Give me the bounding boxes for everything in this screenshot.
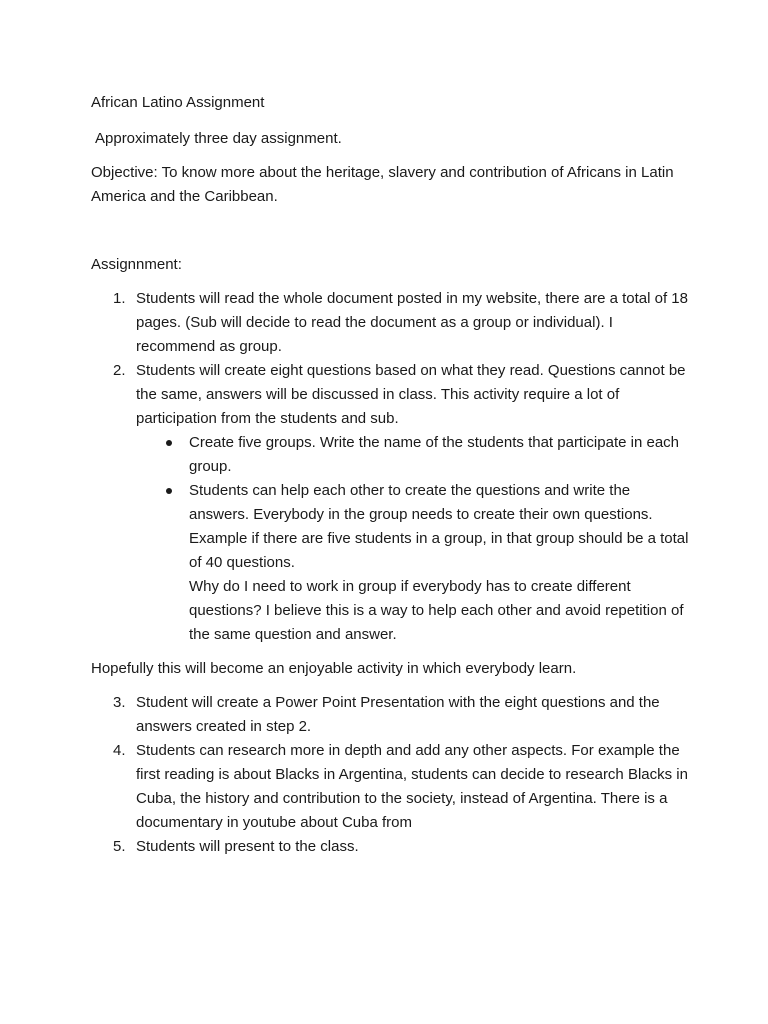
steps-list-part1 (91, 287, 691, 647)
bullet-item-help (136, 479, 691, 647)
middle-note: Hopefully this will become an enjoyable activity in which everybody learn. (91, 660, 577, 677)
document-body (91, 91, 691, 859)
bullet-text: Create five groups. Write the name of the students that participate in each group. (189, 434, 679, 475)
assignment-duration: Approximately three day assignment. (95, 130, 342, 147)
step-number: 2. (113, 362, 126, 379)
step-number: 3. (113, 694, 126, 711)
bullet-reason-text: Why do I need to work in group if everybody has to create different questions? I believe this is a way to help each other and avoid repetition of the same question and answer. (189, 578, 684, 643)
step-text: Students can research more in depth and add any other aspects. For example the first reading is about Blacks in Argentina, students can decide to research Blacks in Cuba, the history and contribution to the society, instead of Argentina. There is a documentary in youtube about Cuba from (136, 742, 688, 831)
bullet-dot-icon (166, 488, 172, 494)
step-number: 1. (113, 290, 126, 307)
list-item-step-5 (91, 835, 691, 859)
bullet-example-text: Example if there are five students in a group, in that group should be a total of 40 questions. (189, 530, 689, 571)
document-title: African Latino Assignment (91, 94, 265, 111)
list-item-step-4 (91, 739, 691, 835)
step-number: 5. (113, 838, 126, 855)
bullet-text: Students can help each other to create the questions and write the answers. Everybody in the group needs to create their own questions. (189, 482, 653, 523)
list-item-step-3 (91, 691, 691, 739)
assignment-heading: Assignnment: (91, 256, 182, 273)
bullet-list (136, 431, 691, 647)
step-number: 4. (113, 742, 126, 759)
step-text: Students will read the whole document posted in my website, there are a total of 18 pages. (Sub will decide to read the document as a group or individual). I recommend as group. (136, 290, 688, 355)
list-item-step-1 (91, 287, 691, 359)
steps-list-part2 (91, 691, 691, 859)
step-text: Students will present to the class. (136, 838, 359, 855)
bullet-item-groups (136, 431, 691, 479)
step-text: Student will create a Power Point Presentation with the eight questions and the answers created in step 2. (136, 694, 660, 735)
bullet-dot-icon (166, 440, 172, 446)
step-text: Students will create eight questions based on what they read. Questions cannot be the same, answers will be discussed in class. This activity require a lot of participation from the students and sub. (136, 362, 686, 427)
list-item-step-2 (91, 359, 691, 647)
assignment-objective: Objective: To know more about the heritage, slavery and contribution of Africans in Latin America and the Caribbean. (91, 164, 674, 205)
